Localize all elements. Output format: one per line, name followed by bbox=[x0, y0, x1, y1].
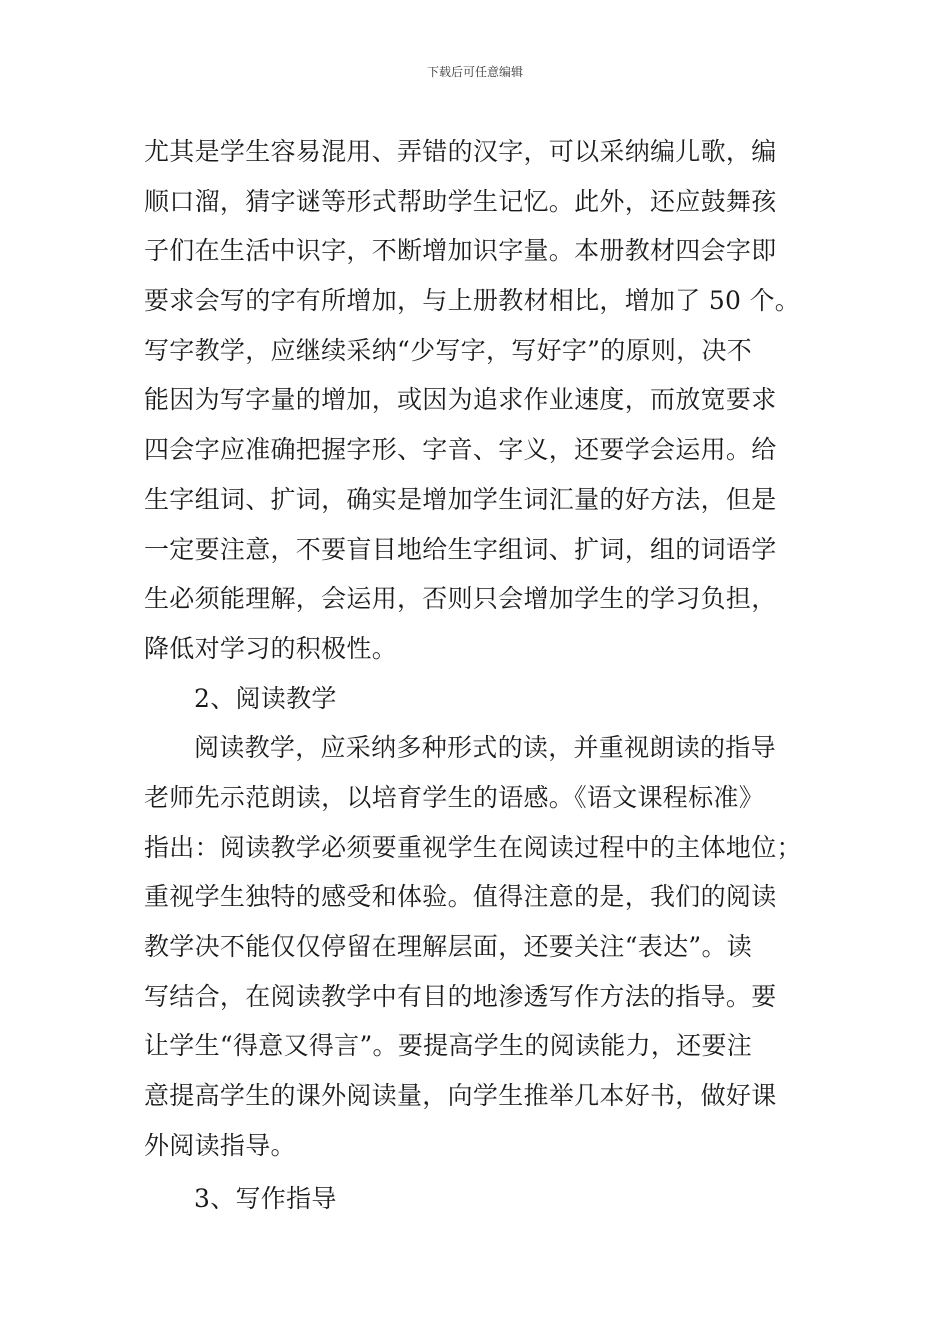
text-line: 生必须能理解，会运用，否则只会增加学生的学习负担， bbox=[144, 584, 777, 614]
text-line: 顺口溜，猜字谜等形式帮助学生记忆。此外，还应鼓舞孩 bbox=[144, 186, 777, 216]
text-line: 一定要注意，不要盲目地给生字组词、扩词，组的词语学 bbox=[144, 534, 777, 564]
paragraph-literacy bbox=[144, 127, 809, 674]
section-heading-writing: 3、写作指导 bbox=[194, 1184, 337, 1214]
document-body bbox=[144, 127, 809, 1224]
text-line: 能因为写字量的增加，或因为追求作业速度，而放宽要求 bbox=[144, 385, 777, 415]
text-line: 写结合，在阅读教学中有目的地渗透写作方法的指导。要 bbox=[144, 981, 777, 1011]
text-line: 意提高学生的课外阅读量，向学生推举几本好书，做好课 bbox=[144, 1081, 777, 1111]
page-header: 下载后可任意编辑 bbox=[426, 65, 523, 79]
text-line: 阅读教学，应采纳多种形式的读，并重视朗读的指导 bbox=[194, 733, 776, 763]
paragraph-reading bbox=[144, 723, 809, 1170]
text-line: 写字教学，应继续采纳“少写字，写好字”的原则，决不 bbox=[144, 335, 753, 365]
text-line: 四会字应准确把握字形、字音、字义，还要学会运用。给 bbox=[144, 435, 777, 465]
text-line: 让学生“得意又得言”。要提高学生的阅读能力，还要注 bbox=[144, 1031, 753, 1061]
text-line: 生字组词、扩词，确实是增加学生词汇量的好方法，但是 bbox=[144, 484, 777, 514]
text-line: 指出：阅读教学必须要重视学生在阅读过程中的主体地位； bbox=[144, 832, 802, 862]
text-line: 重视学生独特的感受和体验。值得注意的是，我们的阅读 bbox=[144, 882, 777, 912]
text-line: 要求会写的字有所增加，与上册教材相比，增加了 50 个。 bbox=[144, 286, 801, 316]
text-line: 老师先示范朗读，以培育学生的语感。《语文课程标准》 bbox=[144, 782, 765, 812]
text-line: 外阅读指导。 bbox=[144, 1130, 296, 1160]
text-line: 教学决不能仅仅停留在理解层面，还要关注“表达”。读 bbox=[144, 932, 753, 961]
section-heading-reading: 2、阅读教学 bbox=[194, 683, 337, 713]
text-line: 子们在生活中识字，不断增加识字量。本册教材四会字即 bbox=[144, 236, 777, 266]
text-line: 降低对学习的积极性。 bbox=[144, 633, 398, 663]
text-line: 尤其是学生容易混用、弄错的汉字，可以采纳编儿歌，编 bbox=[144, 137, 777, 166]
